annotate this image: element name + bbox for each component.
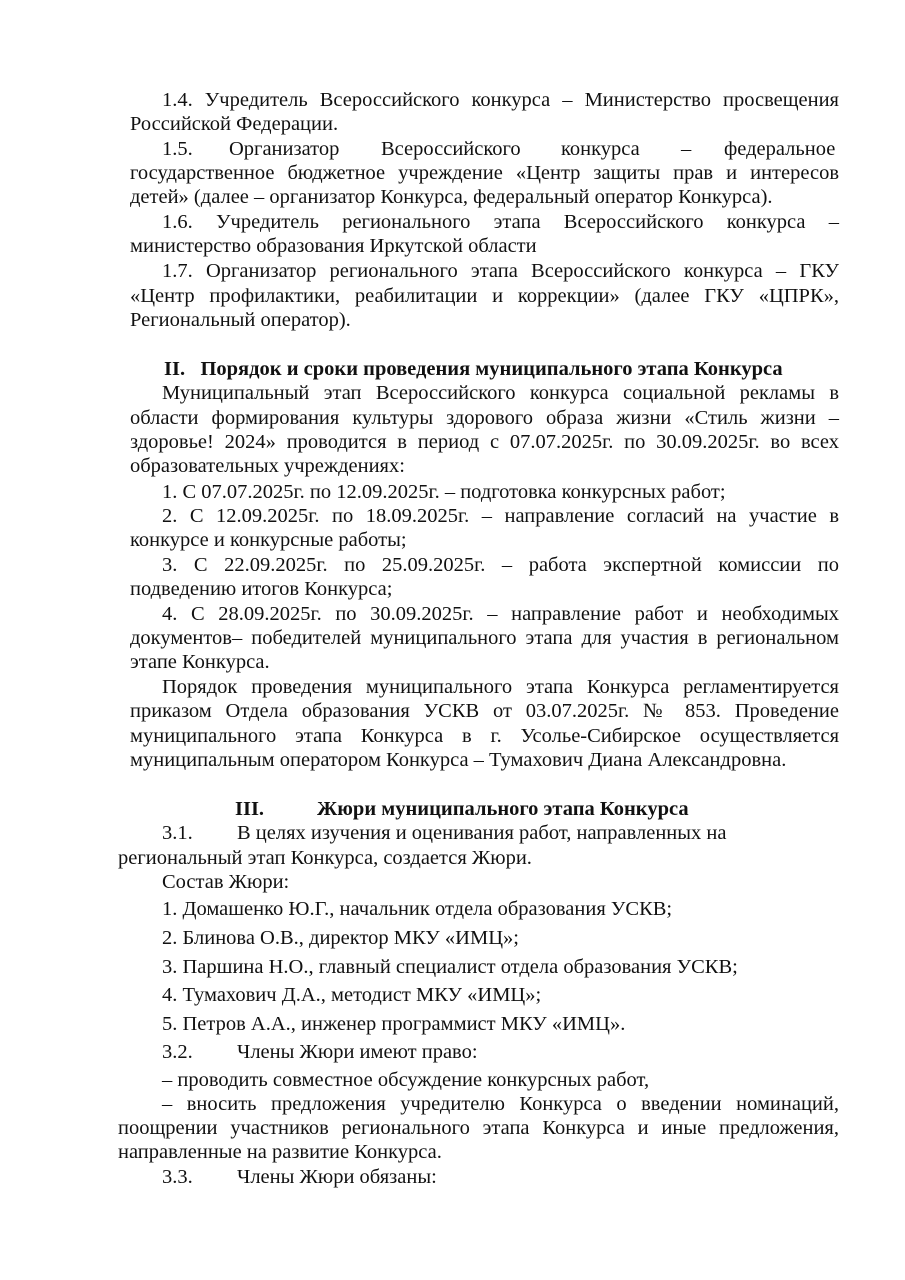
section-2-intro-line-1: Муниципальный этап Всероссийского конкурса социальной рекламы в — [162, 382, 839, 404]
jury-member-1: 1. Домашенко Ю.Г., начальник отдела образования УСКВ; — [162, 898, 673, 920]
item-1-5-word-1: Организатор — [229, 138, 340, 160]
item-1-5-word-3: конкурса — [561, 138, 640, 160]
jury-title: Состав Жюри: — [162, 871, 290, 893]
section-3-heading: Жюри муниципального этапа Конкурса — [317, 798, 689, 820]
order-line-4: муниципальным оператором Конкурса – Тумахович Диана Александровна. — [130, 749, 787, 771]
item-1-5-word-5: федеральное — [724, 138, 836, 160]
section-2-intro-line-2: области формирования культуры здорового образа жизни «Стиль жизни – — [130, 407, 839, 429]
item-1-5-line-2: государственное бюджетное учреждение «Центр защиты прав и интересов — [130, 162, 839, 184]
item-3-2-number: 3.2. — [162, 1041, 193, 1063]
item-3-3-number: 3.3. — [162, 1166, 193, 1188]
item-1-4-line-1: 1.4. Учредитель Всероссийского конкурса – Министерство просвещения — [162, 89, 839, 111]
step-4-line-3: этапе Конкурса. — [130, 651, 270, 673]
section-3-heading-number: III. — [235, 798, 265, 820]
step-2-line-2: конкурсе и конкурсные работы; — [130, 529, 407, 551]
item-3-1-text: В целях изучения и оценивания работ, направленных на — [237, 822, 727, 844]
item-1-6-line-1: 1.6. Учредитель регионального этапа Всероссийского конкурса – — [162, 211, 839, 233]
section-2-intro-line-3: здоровье! 2024» проводится в период с 07.07.2025г. по 30.09.2025г. во всех — [130, 431, 839, 453]
jury-right-2-line-1: – вносить предложения учредителю Конкурса о введении номинаций, — [162, 1093, 839, 1115]
jury-right-2-line-2: поощрении участников регионального этапа Конкурса и иные предложения, — [118, 1117, 839, 1139]
step-3-line-1: 3. С 22.09.2025г. по 25.09.2025г. – работа экспертной комиссии по — [162, 554, 839, 576]
jury-member-2: 2. Блинова О.В., директор МКУ «ИМЦ»; — [162, 927, 519, 949]
item-1-6-line-2: министерство образования Иркутской области — [130, 235, 537, 257]
item-3-1-number: 3.1. — [162, 822, 193, 844]
item-3-2-text: Члены Жюри имеют право: — [237, 1041, 478, 1063]
item-1-7-line-3: Региональный оператор). — [130, 309, 351, 331]
order-line-3: муниципального этапа Конкурса в г. Усолье-Сибирское осуществляется — [130, 725, 839, 747]
jury-member-4: 4. Тумахович Д.А., методист МКУ «ИМЦ»; — [162, 984, 542, 1006]
item-1-5-word-4: – — [681, 138, 692, 160]
jury-member-5: 5. Петров А.А., инженер программист МКУ «ИМЦ». — [162, 1013, 626, 1035]
section-2-intro-line-4: образовательных учреждениях: — [130, 455, 405, 477]
jury-right-1: – проводить совместное обсуждение конкурсных работ, — [162, 1069, 650, 1091]
step-1: 1. С 07.07.2025г. по 12.09.2025г. – подготовка конкурсных работ; — [162, 481, 726, 503]
item-1-5-line-3: детей» (далее – организатор Конкурса, федеральный оператор Конкурса). — [130, 186, 773, 208]
item-1-5-word-2: Всероссийского — [381, 138, 521, 160]
item-3-3-text: Члены Жюри обязаны: — [237, 1166, 437, 1188]
item-1-4-line-2: Российской Федерации. — [130, 113, 339, 135]
jury-right-2-line-3: направленные на развитие Конкурса. — [118, 1141, 442, 1163]
section-2-heading: II. Порядок и сроки проведения муниципального этапа Конкурса — [164, 358, 783, 380]
order-line-1: Порядок проведения муниципального этапа Конкурса регламентируется — [162, 676, 839, 698]
item-1-7-line-2: «Центр профилактики, реабилитации и коррекции» (далее ГКУ «ЦПРК», — [130, 285, 839, 307]
jury-member-3: 3. Паршина Н.О., главный специалист отдела образования УСКВ; — [162, 956, 738, 978]
step-4-line-2: документов– победителей муниципального этапа для участия в региональном — [130, 627, 839, 649]
item-1-5-number: 1.5. — [162, 138, 193, 160]
step-4-line-1: 4. С 28.09.2025г. по 30.09.2025г. – направление работ и необходимых — [162, 603, 839, 625]
step-3-line-2: подведению итогов Конкурса; — [130, 578, 393, 600]
order-line-2: приказом Отдела образования УСКВ от 03.07.2025г. № 853. Проведение — [130, 700, 839, 722]
item-1-7-line-1: 1.7. Организатор регионального этапа Всероссийского конкурса – ГКУ — [162, 260, 839, 282]
step-2-line-1: 2. С 12.09.2025г. по 18.09.2025г. – направление согласий на участие в — [162, 505, 839, 527]
item-3-1-line-2: региональный этап Конкурса, создается Жюри. — [118, 847, 532, 869]
